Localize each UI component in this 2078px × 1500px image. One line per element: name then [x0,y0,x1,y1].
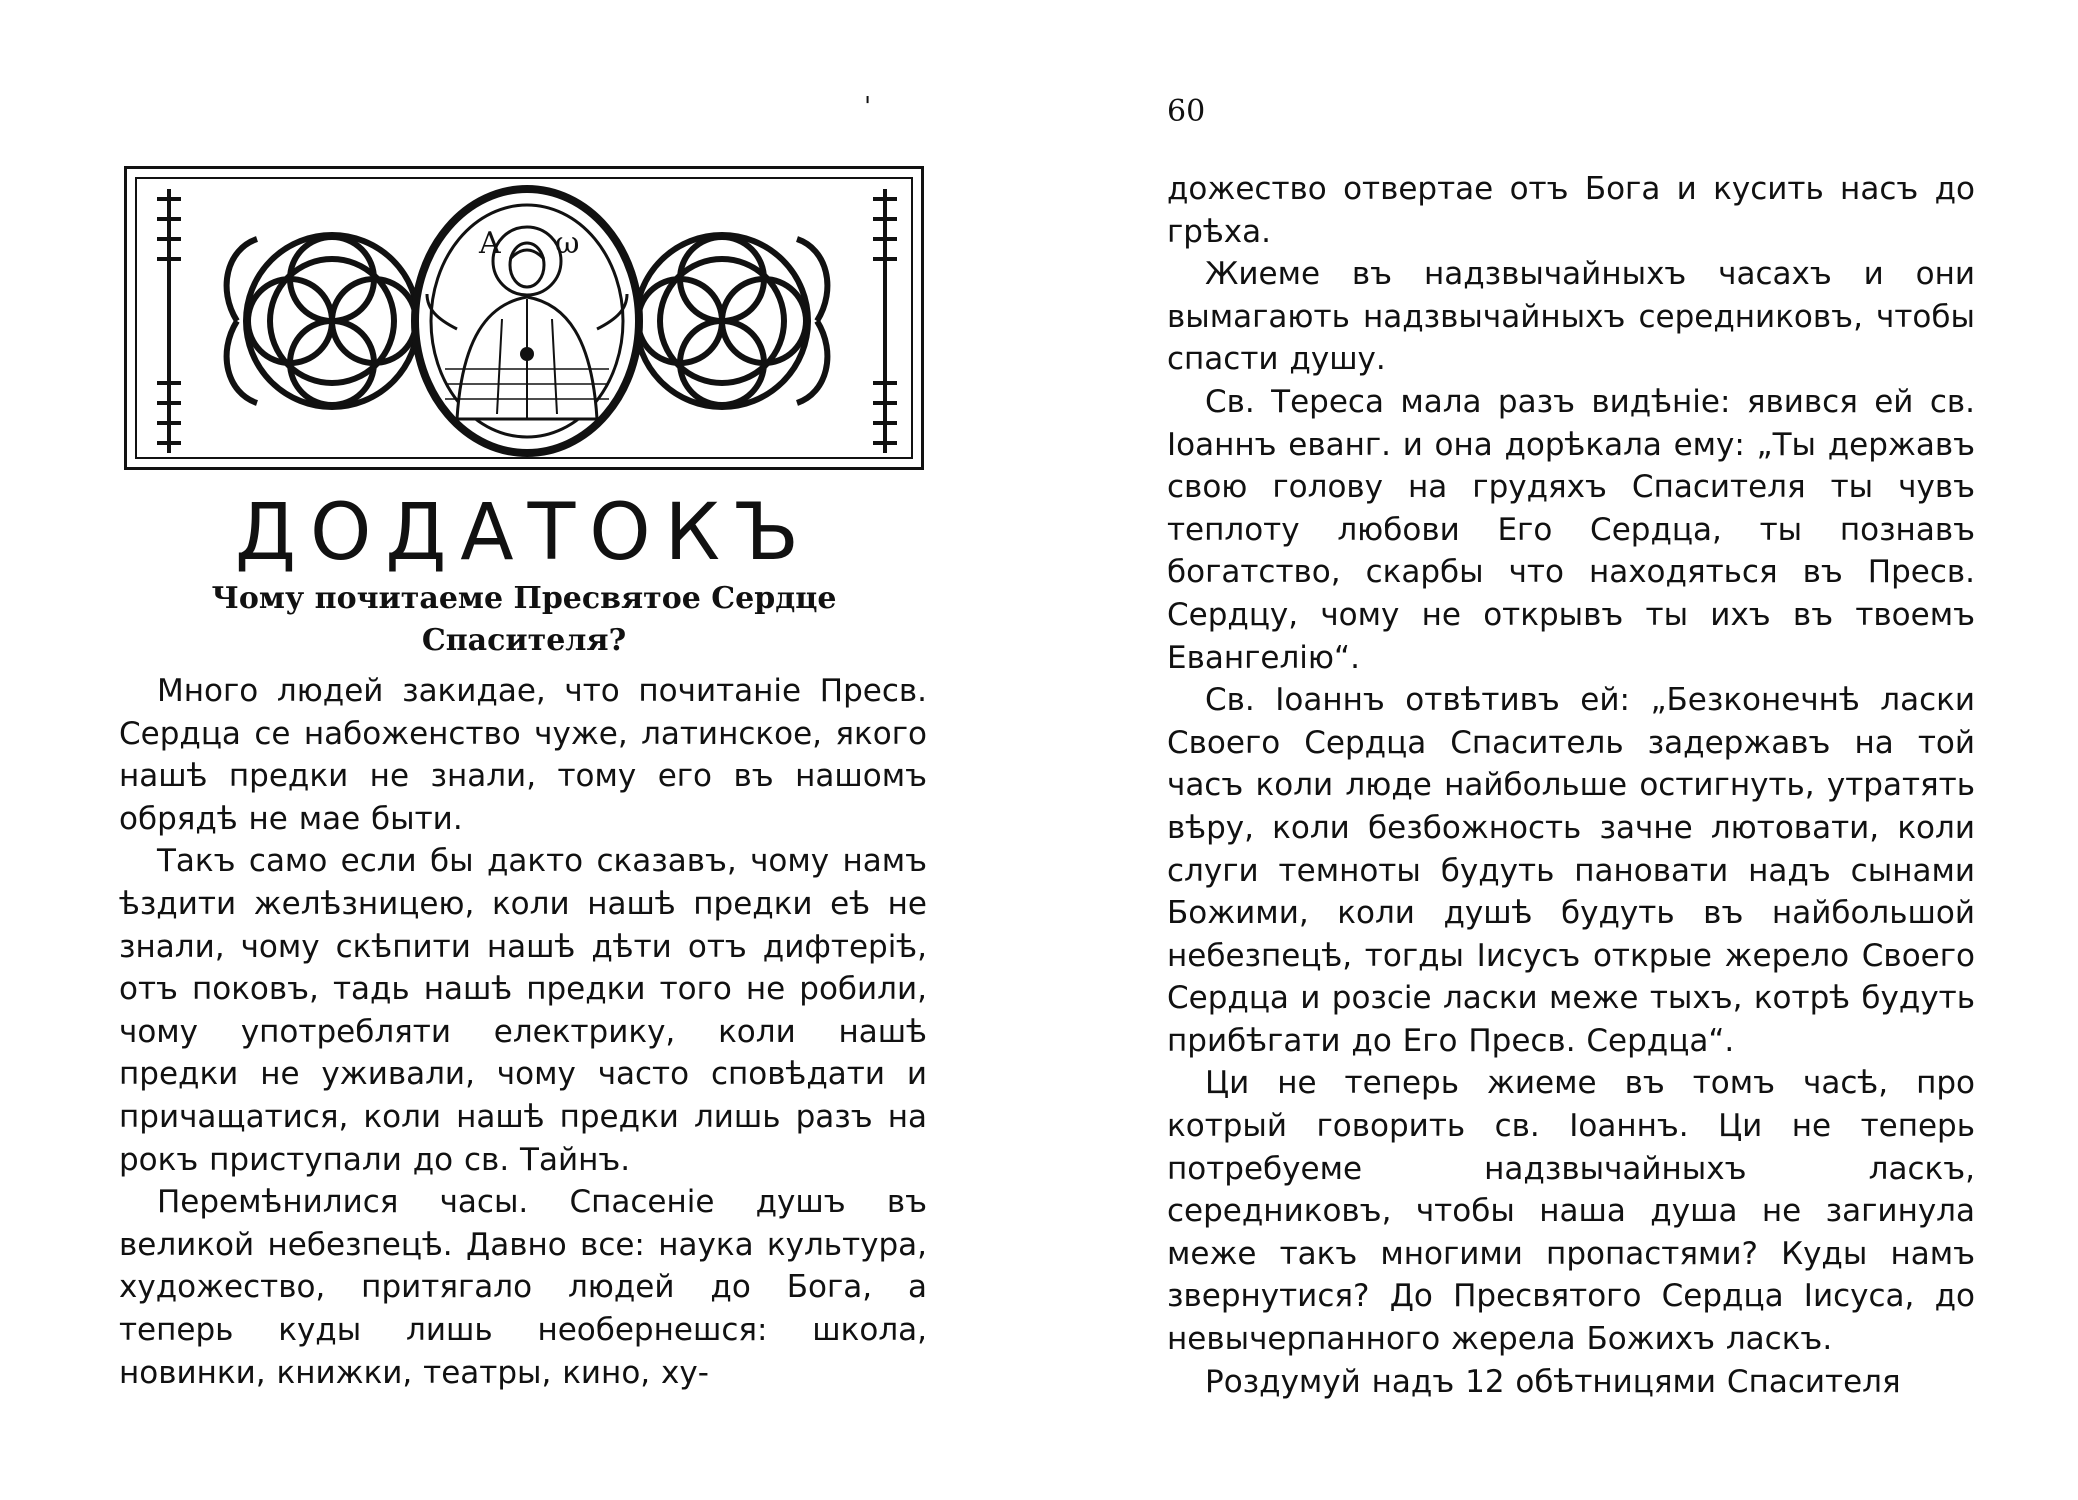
ornamental-headpiece [124,166,924,470]
paragraph: Такъ само если бы дакто сказавъ, чому намъ ѣздити желѣзницею, коли нашѣ предки еѣ не знали, чому скѣпити нашѣ дѣти отъ дифтеріѣ, отъ поковъ, тадь нашѣ предки того не робили, чому употребляти електрику, коли нашѣ предки не уживали, чому часто сповѣдати и причащатися, коли нашѣ предки лишь разъ на рокъ приступали до св. Тайнъ. [119,843,927,1178]
left-body-text [119,670,927,1394]
section-heading-line-1: Чому почитаеме Пресвятое Сердце [211,581,837,616]
paragraph: Жиеме въ надзвычайныхъ часахъ и они вымагають надзвычайныхъ середниковъ, чтобы спасти душу. [1167,256,1975,378]
section-heading-line-2: Спасителя? [421,623,627,658]
left-knot-ornament [227,235,418,407]
paragraph: Много людей закидае, что почитаніе Пресв. Сердца се набоженство чуже, латинское, якого нашѣ предки не знали, тому его въ нашомъ обрядѣ не мае быти. [119,673,927,837]
right-body-text [1167,168,1975,1403]
page-title: ДОДАТОКЪ [235,488,813,578]
omega-letter: ω [555,226,580,261]
stray-print-mark: ' [864,92,872,122]
paragraph: Ци не теперь жиеме въ томъ часѣ, про котрый говорить св. Іоаннъ. Ци не теперь потребуеме надзвычайныхъ ласкъ, середниковъ, чтобы наша душа не загинула меже такъ многими пропастями? Куды намъ звернутися? До Пресвятого Сердца Іисуса, до невычерпанного жерела Божихъ ласкъ. [1167,1065,1975,1358]
ornament-illustration [127,169,927,473]
right-knot-ornament [636,235,827,407]
paragraph: Роздумуй надъ 12 обѣтницями Спасителя [1205,1363,1901,1400]
christ-medallion [415,189,639,453]
paragraph: Перемѣнилися часы. Спасеніе душъ въ великой небезпецѣ. Давно все: наука культура, художество, притягало людей до Бога, а теперь куды лишь необернешся: школа, новинки, книжки, театры, кино, ху- [119,1184,927,1391]
page-number: 60 [1167,94,1206,129]
continued-paragraph: дожество отвертае отъ Бога и кусить насъ до грѣха. [1167,171,1975,250]
section-heading [124,578,924,662]
right-page [1039,0,2078,1500]
alpha-letter: A [479,226,501,261]
paragraph: Св. Іоаннъ отвѣтивъ ей: „Безконечнѣ ласки Своего Сердца Спаситель задержавъ на той часъ коли люде найбольше остигнуть, утратять вѣру, коли безбожность зачне лютовати, коли слуги темноты будуть пановати надъ сынами Божими, коли душѣ будуть въ найбольшой небезпецѣ, тогды Іисусъ открые жерело Своего Сердца и розсіе ласки меже тыхъ, котрѣ будуть прибѣгати до Его Пресв. Сердца“. [1167,682,1975,1059]
paragraph: Св. Тереса мала разъ видѣніе: явився ей св. Іоаннъ еванг. и она дорѣкала ему: „Ты державъ свою голову на грудяхъ Спасителя ты чувъ теплоту любови Его Сердца, ты познавъ богатство, скарбы что находяться въ Пресв. Сердцу, чому не открывъ ты ихъ въ твоемъ Евангелію“. [1167,383,1975,676]
